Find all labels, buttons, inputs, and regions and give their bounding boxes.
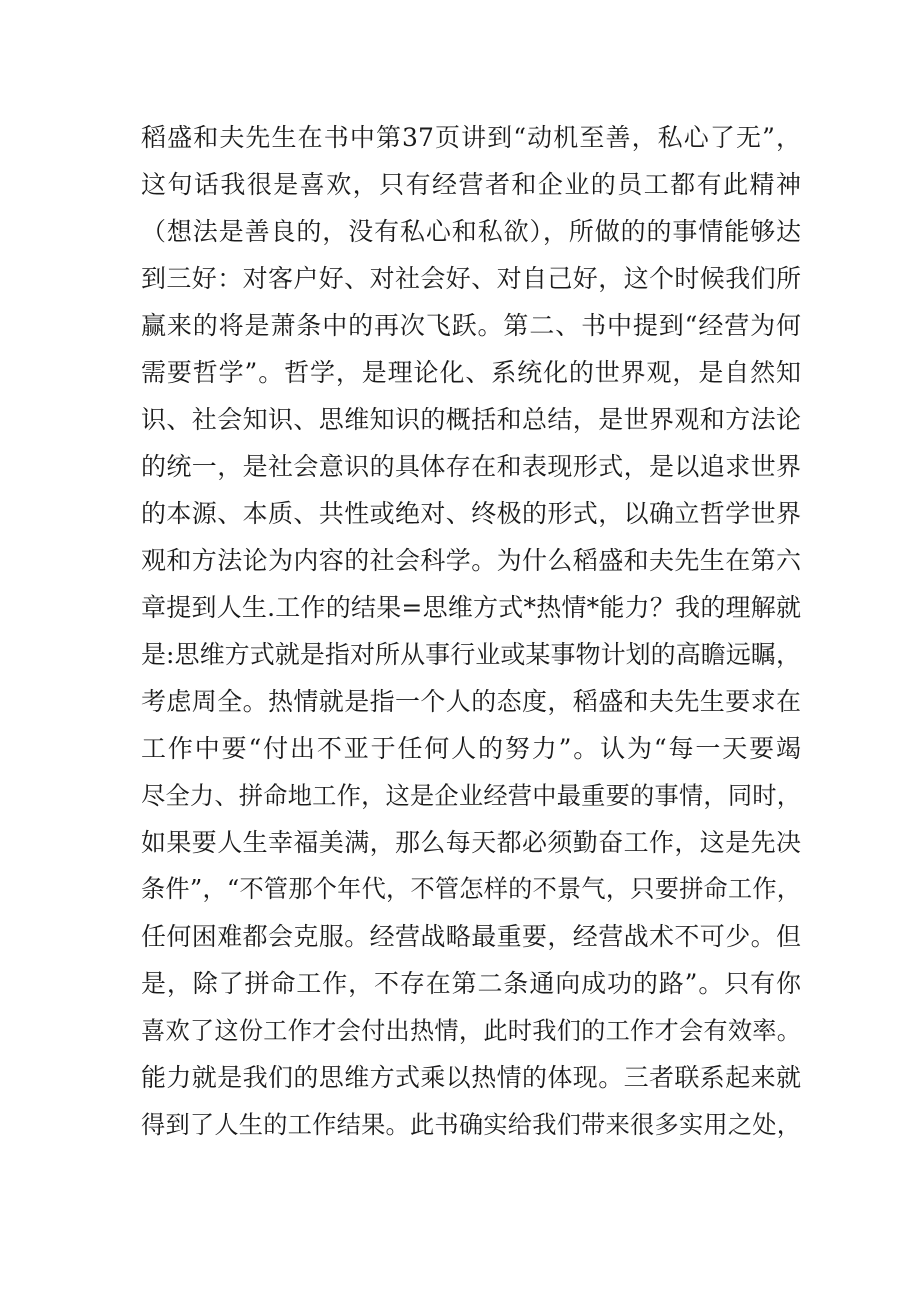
- text-line: 这句话我很是喜欢，只有经营者和企业的员工都有此精神: [141, 170, 801, 199]
- text-line: 的统一，是社会意识的具体存在和表现形式，是以追求世界: [141, 452, 801, 481]
- text-line: （想法是善良的，没有私心和私欲），所做的的事情能够达: [141, 217, 801, 246]
- text-line: 工作中要“付出不亚于任何人的努力”。认为“每一天要竭: [141, 734, 801, 763]
- text-line: 能力就是我们的思维方式乘以热情的体现。三者联系起来就: [141, 1063, 801, 1092]
- text-line: 稻盛和夫先生在书中第37页讲到“动机至善，私心了无”，: [141, 123, 801, 152]
- text-line: 到三好：对客户好、对社会好、对自己好，这个时候我们所: [141, 264, 801, 293]
- text-line: 条件”，“不管那个年代，不管怎样的不景气，只要拼命工作，: [141, 875, 801, 903]
- text-line: 如果要人生幸福美满，那么每天都必须勤奋工作，这是先决: [141, 828, 801, 857]
- text-line: 识、社会知识、思维知识的概括和总结，是世界观和方法论: [141, 405, 801, 434]
- text-line: 需要哲学”。哲学，是理论化、系统化的世界观，是自然知: [141, 358, 801, 387]
- text-line: 章提到人生.工作的结果=思维方式*热情*能力？我的理解就: [141, 593, 801, 622]
- text-line: 喜欢了这份工作才会付出热情，此时我们的工作才会有效率。: [141, 1016, 801, 1045]
- text-line: 尽全力、拼命地工作，这是企业经营中最重要的事情，同时，: [141, 781, 801, 810]
- text-line: 赢来的将是萧条中的再次飞跃。第二、书中提到“经营为何: [141, 311, 801, 340]
- text-line: 的本源、本质、共性或绝对、终极的形式，以确立哲学世界: [141, 499, 801, 528]
- text-line: 是:思维方式就是指对所从事行业或某事物计划的高瞻远瞩，: [141, 640, 801, 669]
- text-line: 是，除了拼命工作，不存在第二条通向成功的路”。只有你: [141, 969, 801, 998]
- text-line: 考虑周全。热情就是指一个人的态度，稻盛和夫先生要求在: [141, 687, 801, 716]
- text-line: 得到了人生的工作结果。此书确实给我们带来很多实用之处，: [141, 1110, 801, 1139]
- body-paragraph: [141, 114, 801, 1148]
- text-line: 任何困难都会克服。经营战略最重要，经营战术不可少。但: [141, 922, 801, 951]
- text-line: 观和方法论为内容的社会科学。为什么稻盛和夫先生在第六: [141, 546, 801, 575]
